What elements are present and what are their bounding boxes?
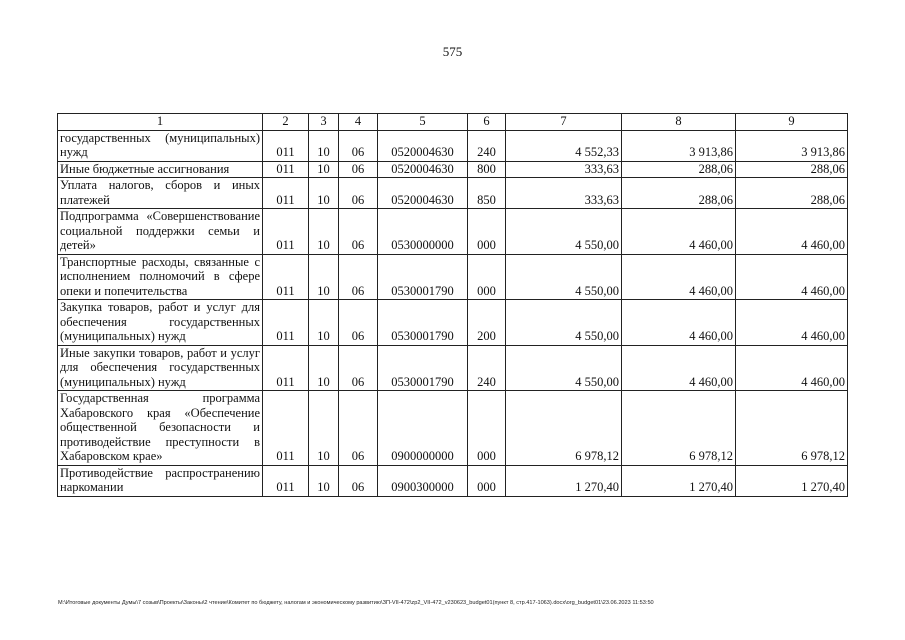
row-code-4: 06	[339, 465, 378, 496]
header-cell: 5	[378, 114, 468, 131]
row-code-6: 000	[468, 254, 506, 300]
page-number: 575	[442, 44, 463, 59]
row-amount-9: 3 913,86	[736, 130, 848, 161]
header-cell: 8	[622, 114, 736, 131]
row-code-3: 10	[309, 300, 339, 346]
row-code-6: 200	[468, 300, 506, 346]
row-amount-9: 288,06	[736, 178, 848, 209]
table-row	[58, 345, 848, 391]
table-row	[58, 300, 848, 346]
row-code-4: 06	[339, 178, 378, 209]
row-name: Транспортные расходы, связанные с исполнением полномочий в сфере опеки и попечительства	[58, 254, 263, 300]
table-row	[58, 209, 848, 255]
table-row	[58, 254, 848, 300]
row-code-3: 10	[309, 391, 339, 466]
row-code-2: 011	[263, 178, 309, 209]
row-code-3: 10	[309, 209, 339, 255]
row-code-5: 0530001790	[378, 300, 468, 346]
row-amount-7: 4 552,33	[506, 130, 622, 161]
budget-table	[57, 113, 848, 497]
table-row	[58, 465, 848, 496]
row-amount-8: 3 913,86	[622, 130, 736, 161]
row-code-2: 011	[263, 391, 309, 466]
row-code-5: 0530001790	[378, 254, 468, 300]
row-code-4: 06	[339, 130, 378, 161]
row-code-2: 011	[263, 345, 309, 391]
row-amount-8: 4 460,00	[622, 300, 736, 346]
row-name: Закупка товаров, работ и услуг для обеспечения государственных (муниципальных) нужд	[58, 300, 263, 346]
row-amount-7: 4 550,00	[506, 209, 622, 255]
row-code-5: 0530000000	[378, 209, 468, 255]
row-name: Подпрограмма «Совершенствование социальной поддержки семьи и детей»	[58, 209, 263, 255]
row-code-2: 011	[263, 465, 309, 496]
row-name: Государственная программа Хабаровского края «Обеспечение общественной безопасности и противодействие преступности в Хабаровском крае»	[58, 391, 263, 466]
row-name: государственных (муниципальных) нужд	[58, 130, 263, 161]
row-name: Иные бюджетные ассигнования	[58, 161, 263, 178]
header-row	[58, 114, 848, 131]
row-code-5: 0520004630	[378, 130, 468, 161]
table-row	[58, 161, 848, 178]
row-code-2: 011	[263, 300, 309, 346]
row-code-4: 06	[339, 391, 378, 466]
row-amount-8: 4 460,00	[622, 254, 736, 300]
row-amount-9: 1 270,40	[736, 465, 848, 496]
row-amount-7: 333,63	[506, 161, 622, 178]
header-cell: 3	[309, 114, 339, 131]
row-amount-7: 1 270,40	[506, 465, 622, 496]
row-code-4: 06	[339, 161, 378, 178]
row-code-5: 0900300000	[378, 465, 468, 496]
row-code-3: 10	[309, 178, 339, 209]
row-amount-8: 6 978,12	[622, 391, 736, 466]
row-amount-7: 4 550,00	[506, 300, 622, 346]
row-code-3: 10	[309, 161, 339, 178]
row-amount-8: 288,06	[622, 178, 736, 209]
row-name: Уплата налогов, сборов и иных платежей	[58, 178, 263, 209]
row-code-6: 000	[468, 465, 506, 496]
row-code-6: 000	[468, 209, 506, 255]
row-code-3: 10	[309, 130, 339, 161]
header-cell: 2	[263, 114, 309, 131]
row-code-6: 000	[468, 391, 506, 466]
row-code-2: 011	[263, 209, 309, 255]
row-name: Противодействие распространению наркомании	[58, 465, 263, 496]
row-code-3: 10	[309, 345, 339, 391]
row-amount-8: 4 460,00	[622, 345, 736, 391]
row-amount-9: 4 460,00	[736, 345, 848, 391]
row-amount-7: 6 978,12	[506, 391, 622, 466]
header-cell: 9	[736, 114, 848, 131]
row-code-2: 011	[263, 130, 309, 161]
row-amount-8: 288,06	[622, 161, 736, 178]
header-cell: 7	[506, 114, 622, 131]
row-code-5: 0530001790	[378, 345, 468, 391]
row-code-4: 06	[339, 254, 378, 300]
row-code-4: 06	[339, 345, 378, 391]
row-code-5: 0520004630	[378, 161, 468, 178]
row-amount-7: 4 550,00	[506, 254, 622, 300]
row-amount-9: 288,06	[736, 161, 848, 178]
row-code-6: 240	[468, 130, 506, 161]
header-cell: 4	[339, 114, 378, 131]
row-name: Иные закупки товаров, работ и услуг для обеспечения государственных (муниципальных) нужд	[58, 345, 263, 391]
header-cell: 6	[468, 114, 506, 131]
row-code-2: 011	[263, 254, 309, 300]
row-amount-9: 4 460,00	[736, 209, 848, 255]
table-row	[58, 130, 848, 161]
row-amount-9: 4 460,00	[736, 254, 848, 300]
row-code-6: 850	[468, 178, 506, 209]
table-row	[58, 178, 848, 209]
row-code-3: 10	[309, 254, 339, 300]
row-amount-7: 333,63	[506, 178, 622, 209]
row-amount-7: 4 550,00	[506, 345, 622, 391]
row-amount-9: 4 460,00	[736, 300, 848, 346]
row-amount-8: 4 460,00	[622, 209, 736, 255]
row-code-6: 800	[468, 161, 506, 178]
row-code-5: 0520004630	[378, 178, 468, 209]
row-code-4: 06	[339, 209, 378, 255]
row-code-2: 011	[263, 161, 309, 178]
file-path-footer: M:\Итоговые документы Думы\7 созыв\Проекты\Законы\2 чтение\Комитет по бюджету, налогам и экономическому развитию\ЗП-VII-472\zp2_VII-472_v230623_budget01(пункт 8, стр.417-1063).docx\org_budget01\23.06.2023 11:53:50	[58, 600, 654, 606]
row-amount-9: 6 978,12	[736, 391, 848, 466]
row-code-3: 10	[309, 465, 339, 496]
row-code-5: 0900000000	[378, 391, 468, 466]
row-code-4: 06	[339, 300, 378, 346]
table-row	[58, 391, 848, 466]
row-code-6: 240	[468, 345, 506, 391]
header-cell: 1	[58, 114, 263, 131]
row-amount-8: 1 270,40	[622, 465, 736, 496]
